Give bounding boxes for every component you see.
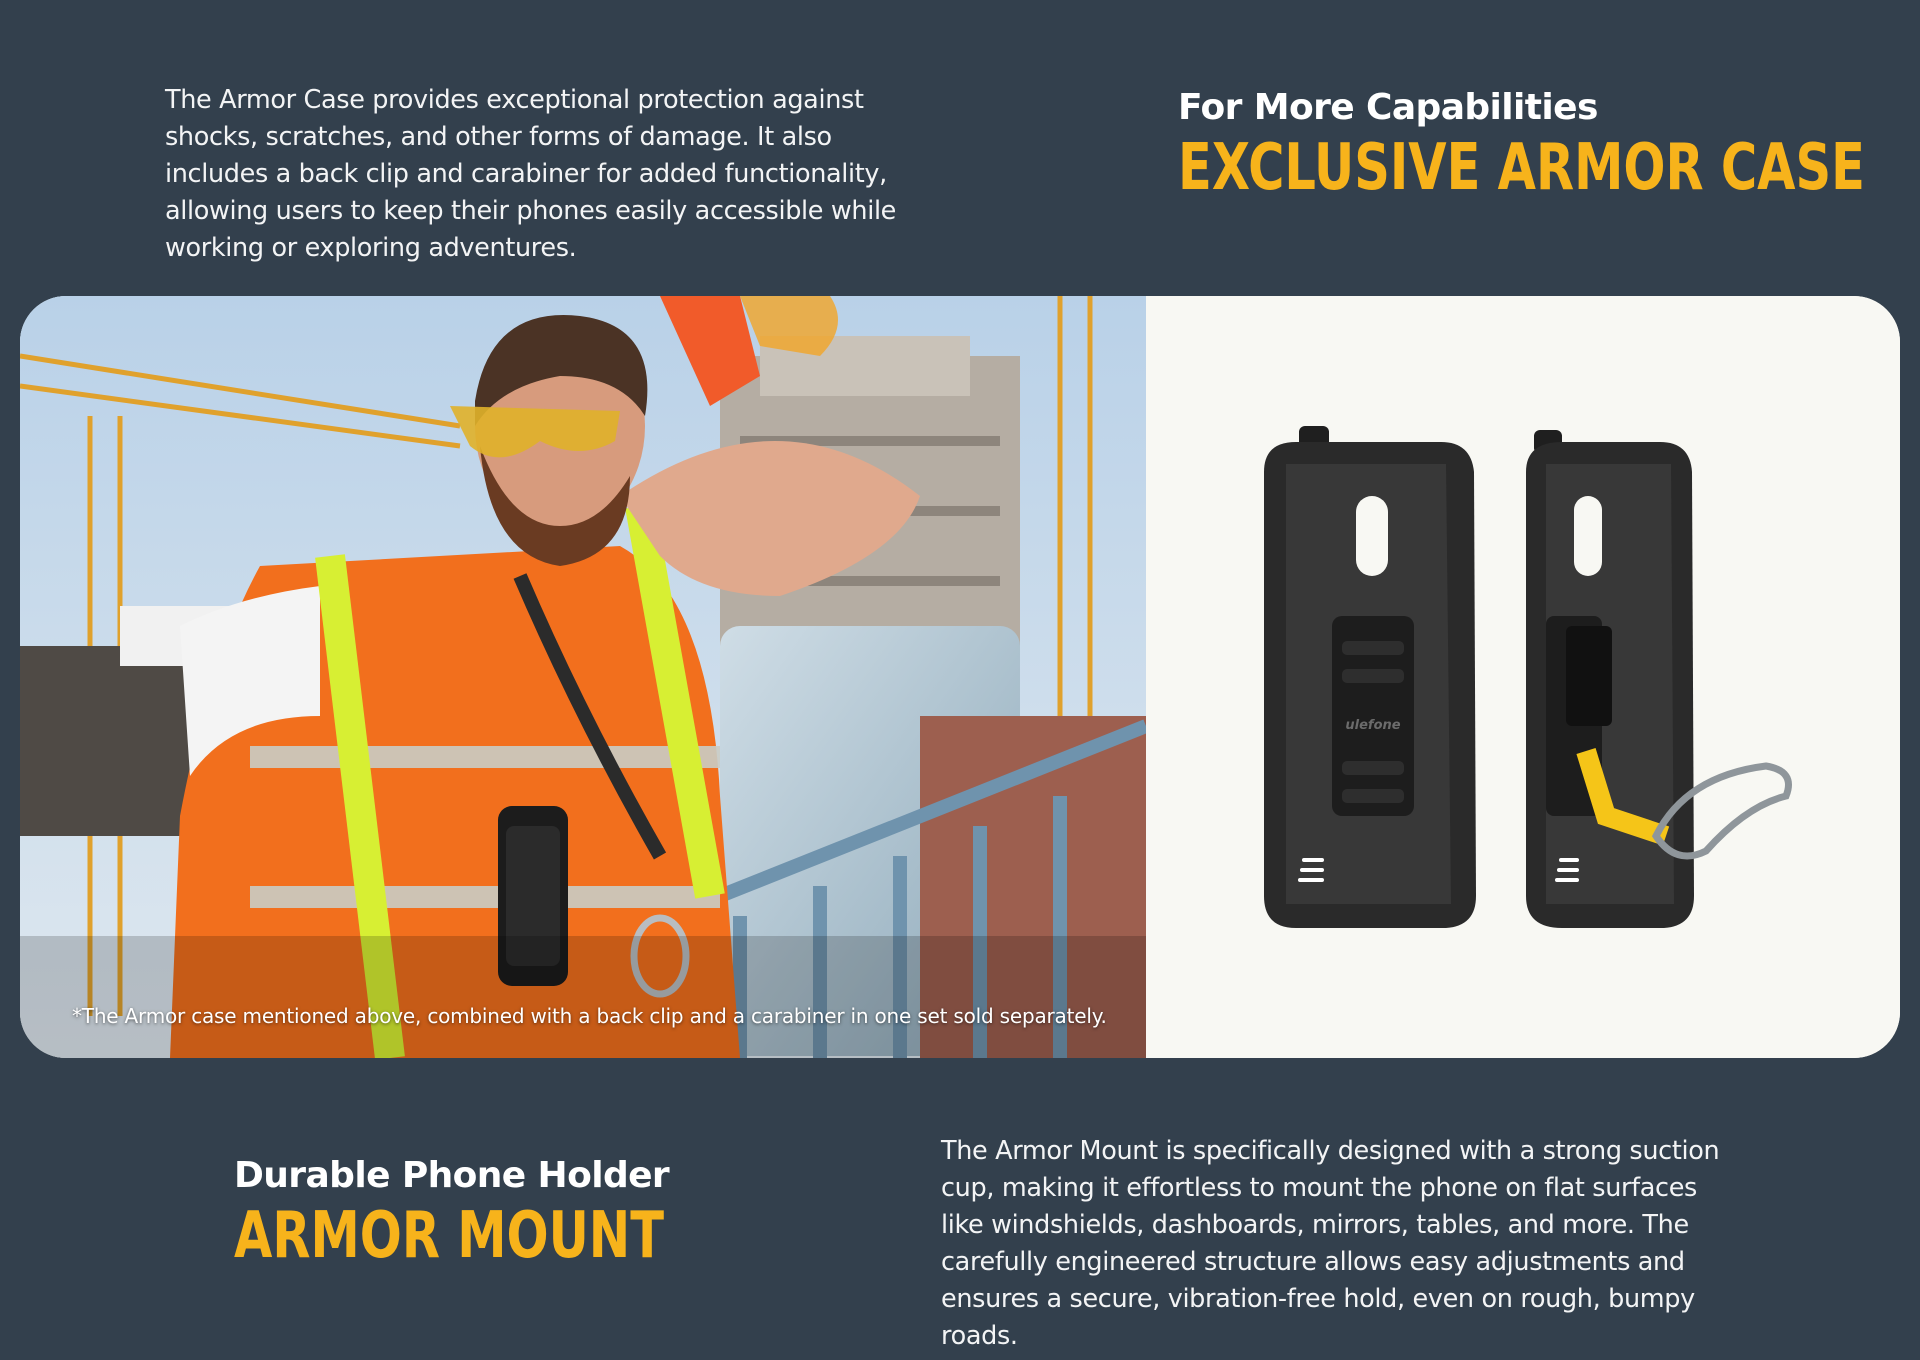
worker-photo xyxy=(20,296,1146,1058)
armor-case-product-photo xyxy=(1146,296,1900,1058)
case-back xyxy=(1526,430,1789,928)
case-front xyxy=(1264,426,1476,928)
brand-mark: ulefone xyxy=(1345,718,1401,733)
image-panel xyxy=(20,296,1900,1058)
worker-illustration xyxy=(20,296,1146,1058)
armor-case-subtitle: For More Capabilities xyxy=(1178,87,1598,128)
armor-case-description: The Armor Case provides exceptional protection against shocks, scratches, and other forms of damage. It also includes a back clip and carabiner for added functionality, allowing users to keep their phones easily accessible while working or exploring adventures. xyxy=(165,85,897,263)
armor-case-heading xyxy=(1178,86,1878,204)
armor-case-title: EXCLUSIVE ARMOR CASE xyxy=(1178,131,1866,205)
armor-mount-heading xyxy=(234,1154,834,1272)
armor-mount-subtitle: Durable Phone Holder xyxy=(234,1155,670,1196)
armor-mount-description: The Armor Mount is specifically designed with a strong suction cup, making it effortless to mount the phone on flat surfaces like windshields, dashboards, mirrors, tables, and more. The carefully engineered structure allows easy adjustments and ensures a secure, vibration-free hold, even on rough, bumpy roads. xyxy=(941,1136,1720,1351)
armor-mount-title: ARMOR MOUNT xyxy=(234,1199,664,1273)
armor-case-disclaimer: *The Armor case mentioned above, combined with a back clip and a carabiner in one set sold separately. xyxy=(72,1004,1107,1028)
armor-case-illustration xyxy=(1146,296,1900,1058)
